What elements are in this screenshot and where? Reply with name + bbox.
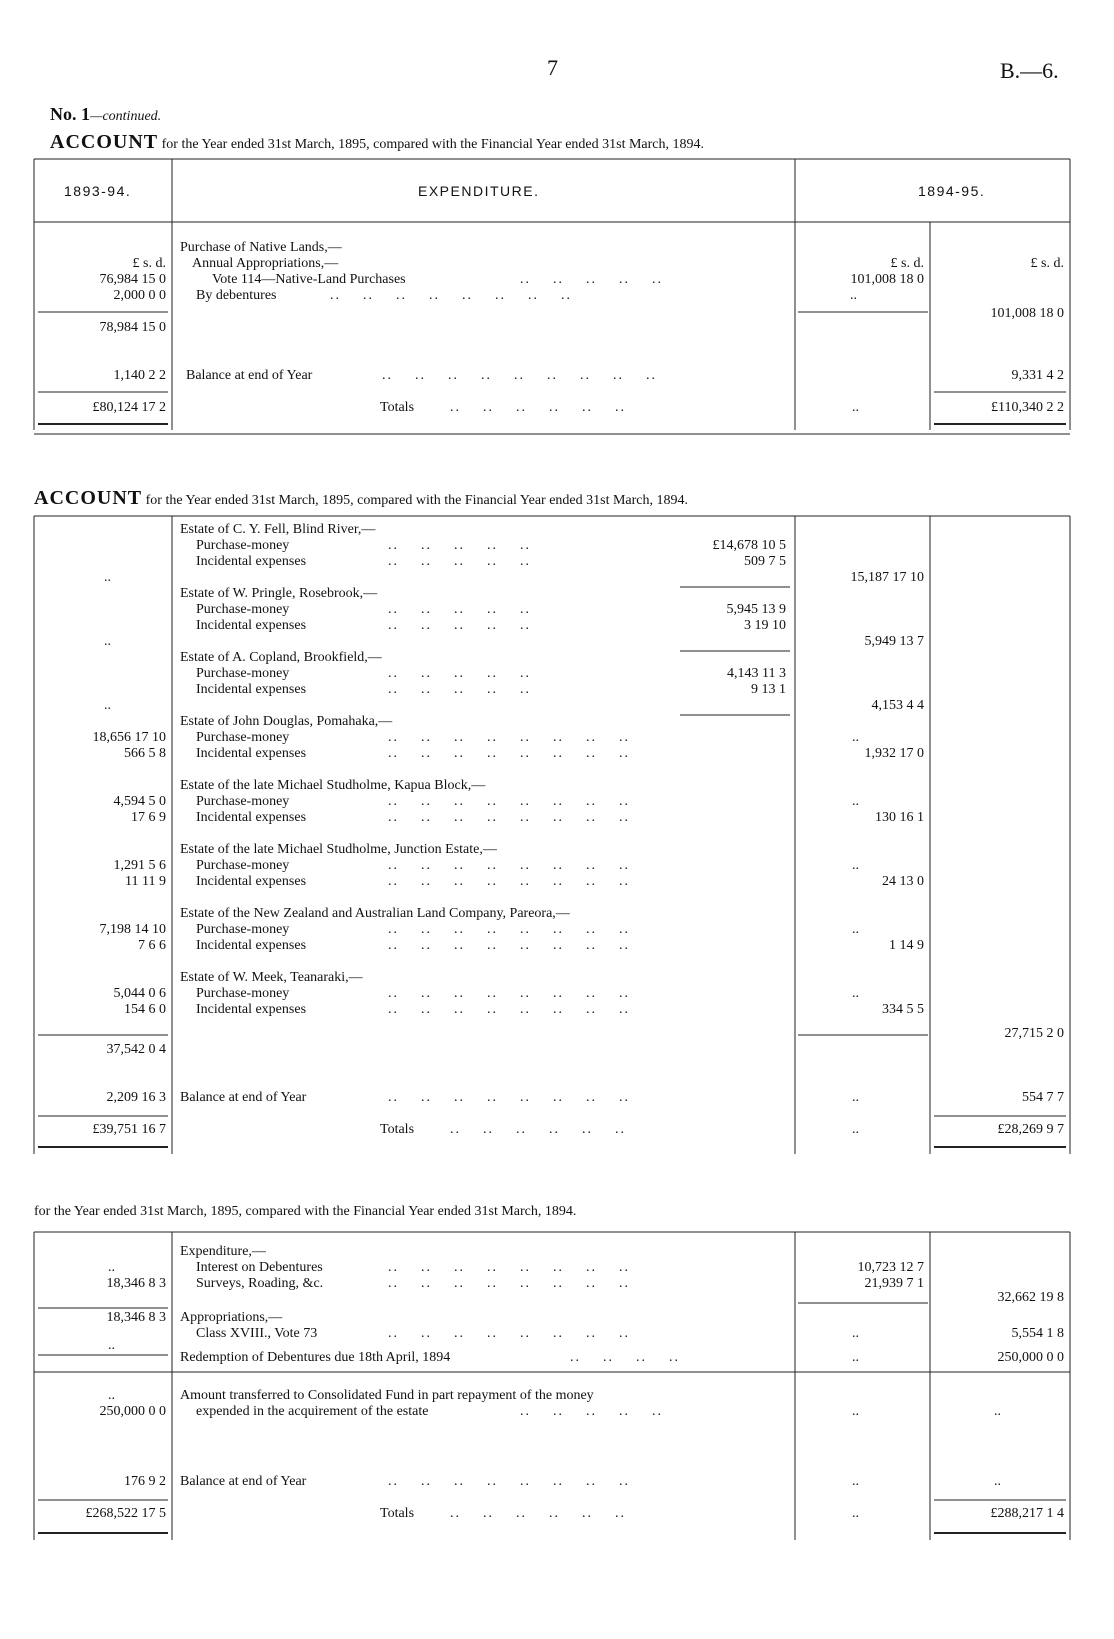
desc-totals: Totals bbox=[380, 400, 415, 415]
section-number bbox=[50, 104, 161, 125]
estate-left-purchase-money: 1,291 5 6 bbox=[113, 858, 166, 873]
purchase-money-label: Purchase-money bbox=[196, 858, 290, 873]
leader-dots: .. .. .. .. .. .. .. .. bbox=[388, 730, 630, 745]
leader-dots: .. .. .. .. .. .. .. .. bbox=[388, 938, 630, 953]
estate-name: Estate of W. Pringle, Rosebrook,— bbox=[180, 586, 378, 601]
leader-dots: .. .. .. .. .. .. .. .. bbox=[388, 746, 630, 761]
t3-desc-exp: Expenditure,— bbox=[180, 1244, 266, 1259]
leader-dots: .. .. .. .. .. .. .. .. bbox=[388, 1090, 630, 1105]
page-number: 7 bbox=[547, 55, 558, 80]
r2-balance: 9,331 4 2 bbox=[1011, 368, 1064, 383]
leader-dots: .. .. .. .. .. bbox=[388, 666, 531, 681]
t3-desc-amount-1: Amount transferred to Consolidated Fund in part repayment of the money bbox=[180, 1388, 594, 1403]
purchase-money-label: Purchase-money bbox=[196, 986, 290, 1001]
lsd-left: £ s. d. bbox=[132, 256, 166, 271]
r2-total: £110,340 2 2 bbox=[991, 400, 1064, 415]
estate-left-purchase-money: 5,044 0 6 bbox=[113, 986, 166, 1001]
lsd-right2: £ s. d. bbox=[1030, 256, 1064, 271]
estate-name: Estate of A. Copland, Brookfield,— bbox=[180, 650, 382, 665]
leader-dots: .. .. .. .. .. .. .. .. bbox=[330, 288, 572, 303]
estate-left-purchase-money: 18,656 17 10 bbox=[92, 730, 166, 745]
estate-left-incidental: 566 5 8 bbox=[124, 746, 166, 761]
t2-r1-balance: .. bbox=[852, 1090, 859, 1105]
t3-r1-class: .. bbox=[852, 1326, 859, 1341]
t3-r2-redemp: 250,000 0 0 bbox=[997, 1350, 1064, 1365]
t3-desc-redemp: Redemption of Debentures due 18th April, 1894 bbox=[180, 1350, 451, 1365]
leader-dots: .. .. .. .. .. bbox=[388, 602, 531, 617]
leader-dots: .. .. .. .. .. .. bbox=[450, 400, 626, 415]
desc-debentures: By debentures bbox=[196, 288, 277, 303]
t2-desc-balance: Balance at end of Year bbox=[180, 1090, 307, 1105]
t2-left-balance: 2,209 16 3 bbox=[106, 1090, 166, 1105]
estate-total: 5,949 13 7 bbox=[864, 634, 924, 649]
purchase-money-label: Purchase-money bbox=[196, 666, 290, 681]
desc-balance: Balance at end of Year bbox=[186, 368, 313, 383]
leader-dots: .. .. .. .. .. .. .. .. bbox=[388, 858, 630, 873]
estate-total: 130 16 1 bbox=[875, 810, 924, 825]
t3-desc-interest: Interest on Debentures bbox=[196, 1260, 323, 1275]
table2-title-rest: for the Year ended 31st March, 1895, compared with the Financial Year ended 31st March, 1894. bbox=[142, 493, 689, 508]
table2-title bbox=[34, 487, 688, 510]
estate-total: 15,187 17 10 bbox=[850, 570, 924, 585]
table1-title-rest: for the Year ended 31st March, 1895, compared with the Financial Year ended 31st March, 1894. bbox=[158, 137, 705, 152]
estate-total-dots: .. bbox=[852, 986, 859, 1001]
purchase-money-label: Purchase-money bbox=[196, 794, 290, 809]
t3-left-redemp: .. bbox=[108, 1338, 115, 1353]
left-debentures: 2,000 0 0 bbox=[113, 288, 166, 303]
estate-left-purchase-money: 4,594 5 0 bbox=[113, 794, 166, 809]
leader-dots: .. .. .. .. .. .. .. .. bbox=[388, 1326, 630, 1341]
incidental-expenses-label: Incidental expenses bbox=[196, 554, 307, 569]
estate-sub-purchase-money: 5,945 13 9 bbox=[726, 602, 786, 617]
col-header-1893: 1893-94. bbox=[64, 183, 132, 199]
estate-total-dots: .. bbox=[852, 858, 859, 873]
incidental-expenses-label: Incidental expenses bbox=[196, 810, 307, 825]
t3-r2-amount: .. bbox=[994, 1404, 1001, 1419]
document-reference: B.—6. bbox=[1000, 58, 1059, 83]
continued-label: —continued. bbox=[90, 109, 162, 124]
col-header-1894: 1894-95. bbox=[918, 183, 986, 199]
t3-r1-total: .. bbox=[852, 1506, 859, 1521]
incidental-expenses-label: Incidental expenses bbox=[196, 874, 307, 889]
t3-left-amount-dots: .. bbox=[108, 1388, 115, 1403]
leader-dots: .. .. .. .. .. bbox=[388, 618, 531, 633]
estate-sub-incidental: 3 19 10 bbox=[744, 618, 786, 633]
t3-r2-total: £288,217 1 4 bbox=[990, 1506, 1064, 1521]
t2-r2-balance: 554 7 7 bbox=[1022, 1090, 1064, 1105]
t3-r1-redemp: .. bbox=[852, 1350, 859, 1365]
leader-dots: .. .. .. .. .. .. bbox=[450, 1506, 626, 1521]
estate-left-incidental: 17 6 9 bbox=[131, 810, 166, 825]
estate-name: Estate of John Douglas, Pomahaka,— bbox=[180, 714, 393, 729]
leader-dots: .. .. .. .. bbox=[570, 1350, 680, 1365]
leader-dots: .. .. .. .. .. bbox=[388, 554, 531, 569]
table3-title: for the Year ended 31st March, 1895, compared with the Financial Year ended 31st March, 1894. bbox=[34, 1204, 577, 1219]
t3-left-total: £268,522 17 5 bbox=[85, 1506, 166, 1521]
leader-dots: .. .. .. .. .. bbox=[520, 272, 663, 287]
t3-left-amount: 250,000 0 0 bbox=[99, 1404, 166, 1419]
left-balance: 1,140 2 2 bbox=[113, 368, 166, 383]
t3-r1-amount: .. bbox=[852, 1404, 859, 1419]
purchase-money-label: Purchase-money bbox=[196, 730, 290, 745]
desc-annual: Annual Appropriations,— bbox=[192, 256, 339, 271]
estate-left-dots: .. bbox=[104, 570, 111, 585]
t3-r1-interest: 10,723 12 7 bbox=[857, 1260, 924, 1275]
t2-r2-total: £28,269 9 7 bbox=[997, 1122, 1064, 1137]
r1-total: .. bbox=[852, 400, 859, 415]
t3-desc-surveys: Surveys, Roading, &c. bbox=[196, 1276, 324, 1291]
estate-name: Estate of the late Michael Studholme, Kapua Block,— bbox=[180, 778, 486, 793]
leader-dots: .. .. .. .. .. .. .. .. bbox=[388, 1002, 630, 1017]
r2-subtotal: 101,008 18 0 bbox=[990, 306, 1064, 321]
incidental-expenses-label: Incidental expenses bbox=[196, 1002, 307, 1017]
leader-dots: .. .. .. .. .. .. .. .. bbox=[388, 1474, 630, 1489]
t3-r2-exp: 32,662 19 8 bbox=[997, 1290, 1064, 1305]
desc-purchase: Purchase of Native Lands,— bbox=[180, 240, 342, 255]
col-header-expenditure: EXPENDITURE. bbox=[418, 183, 540, 199]
estate-sub-incidental: 509 7 5 bbox=[744, 554, 786, 569]
estate-name: Estate of the New Zealand and Australian Land Company, Pareora,— bbox=[180, 906, 570, 921]
leader-dots: .. .. .. .. .. .. .. .. bbox=[388, 1260, 630, 1275]
leader-dots: .. .. .. .. .. .. .. .. bbox=[388, 986, 630, 1001]
incidental-expenses-label: Incidental expenses bbox=[196, 746, 307, 761]
estate-total: 1,932 17 0 bbox=[864, 746, 924, 761]
incidental-expenses-label: Incidental expenses bbox=[196, 618, 307, 633]
estate-sub-incidental: 9 13 1 bbox=[751, 682, 786, 697]
t3-left-interest: .. bbox=[108, 1260, 115, 1275]
estate-total: 1 14 9 bbox=[889, 938, 924, 953]
t2-left-subtotal: 37,542 0 4 bbox=[106, 1042, 166, 1057]
leader-dots: .. .. .. .. .. bbox=[388, 538, 531, 553]
t3-r1-surveys: 21,939 7 1 bbox=[864, 1276, 924, 1291]
estate-left-dots: .. bbox=[104, 698, 111, 713]
estate-total: 334 5 5 bbox=[882, 1002, 924, 1017]
lsd-right1: £ s. d. bbox=[890, 256, 924, 271]
leader-dots: .. .. .. .. .. bbox=[388, 682, 531, 697]
leader-dots: .. .. .. .. .. .. .. .. .. bbox=[382, 368, 657, 383]
t2-desc-totals: Totals bbox=[380, 1122, 415, 1137]
purchase-money-label: Purchase-money bbox=[196, 602, 290, 617]
t3-left-balance: 176 9 2 bbox=[124, 1474, 166, 1489]
left-subtotal: 78,984 15 0 bbox=[99, 320, 166, 335]
r1-vote: 101,008 18 0 bbox=[850, 272, 924, 287]
estate-total: 4,153 4 4 bbox=[871, 698, 924, 713]
t3-left-sub: 18,346 8 3 bbox=[106, 1310, 166, 1325]
estate-left-incidental: 11 11 9 bbox=[125, 874, 166, 889]
t3-r2-class: 5,554 1 8 bbox=[1011, 1326, 1064, 1341]
t3-r1-balance: .. bbox=[852, 1474, 859, 1489]
estate-sub-purchase-money: 4,143 11 3 bbox=[727, 666, 786, 681]
estate-total: 24 13 0 bbox=[882, 874, 924, 889]
t3-desc-balance: Balance at end of Year bbox=[180, 1474, 307, 1489]
t3-desc-approp: Appropriations,— bbox=[180, 1310, 283, 1325]
estate-total-dots: .. bbox=[852, 730, 859, 745]
incidental-expenses-label: Incidental expenses bbox=[196, 938, 307, 953]
table2-title-bold: ACCOUNT bbox=[34, 487, 143, 509]
leader-dots: .. .. .. .. .. .. .. .. bbox=[388, 810, 630, 825]
estate-sub-purchase-money: £14,678 10 5 bbox=[712, 538, 786, 553]
t3-desc-amount-2: expended in the acquirement of the estate bbox=[196, 1404, 429, 1419]
estate-left-incidental: 7 6 6 bbox=[138, 938, 166, 953]
leader-dots: .. .. .. .. .. .. .. .. bbox=[388, 1276, 630, 1291]
estate-total-dots: .. bbox=[852, 922, 859, 937]
estate-total-dots: .. bbox=[852, 794, 859, 809]
t3-desc-class: Class XVIII., Vote 73 bbox=[196, 1326, 318, 1341]
t2-r2-subtotal: 27,715 2 0 bbox=[1004, 1026, 1064, 1041]
table1-title bbox=[50, 131, 704, 154]
table1-title-bold: ACCOUNT bbox=[50, 131, 159, 153]
estate-left-dots: .. bbox=[104, 634, 111, 649]
t3-left-surveys: 18,346 8 3 bbox=[106, 1276, 166, 1291]
estate-name: Estate of C. Y. Fell, Blind River,— bbox=[180, 522, 376, 537]
left-total: £80,124 17 2 bbox=[92, 400, 166, 415]
leader-dots: .. .. .. .. .. .. .. .. bbox=[388, 874, 630, 889]
leader-dots: .. .. .. .. .. bbox=[520, 1404, 663, 1419]
purchase-money-label: Purchase-money bbox=[196, 538, 290, 553]
section-label: No. 1 bbox=[50, 104, 90, 124]
purchase-money-label: Purchase-money bbox=[196, 922, 290, 937]
desc-vote: Vote 114—Native-Land Purchases bbox=[212, 272, 406, 287]
t2-r1-total: .. bbox=[852, 1122, 859, 1137]
leader-dots: .. .. .. .. .. .. bbox=[450, 1122, 626, 1137]
incidental-expenses-label: Incidental expenses bbox=[196, 682, 307, 697]
estate-name: Estate of the late Michael Studholme, Junction Estate,— bbox=[180, 842, 497, 857]
t2-left-total: £39,751 16 7 bbox=[92, 1122, 166, 1137]
leader-dots: .. .. .. .. .. .. .. .. bbox=[388, 922, 630, 937]
estate-left-purchase-money: 7,198 14 10 bbox=[99, 922, 166, 937]
r1-debentures: .. bbox=[850, 288, 857, 303]
estate-name: Estate of W. Meek, Teanaraki,— bbox=[180, 970, 363, 985]
leader-dots: .. .. .. .. .. .. .. .. bbox=[388, 794, 630, 809]
estate-left-incidental: 154 6 0 bbox=[124, 1002, 166, 1017]
left-vote: 76,984 15 0 bbox=[99, 272, 166, 287]
t3-r2-balance: .. bbox=[994, 1474, 1001, 1489]
t3-desc-totals: Totals bbox=[380, 1506, 415, 1521]
